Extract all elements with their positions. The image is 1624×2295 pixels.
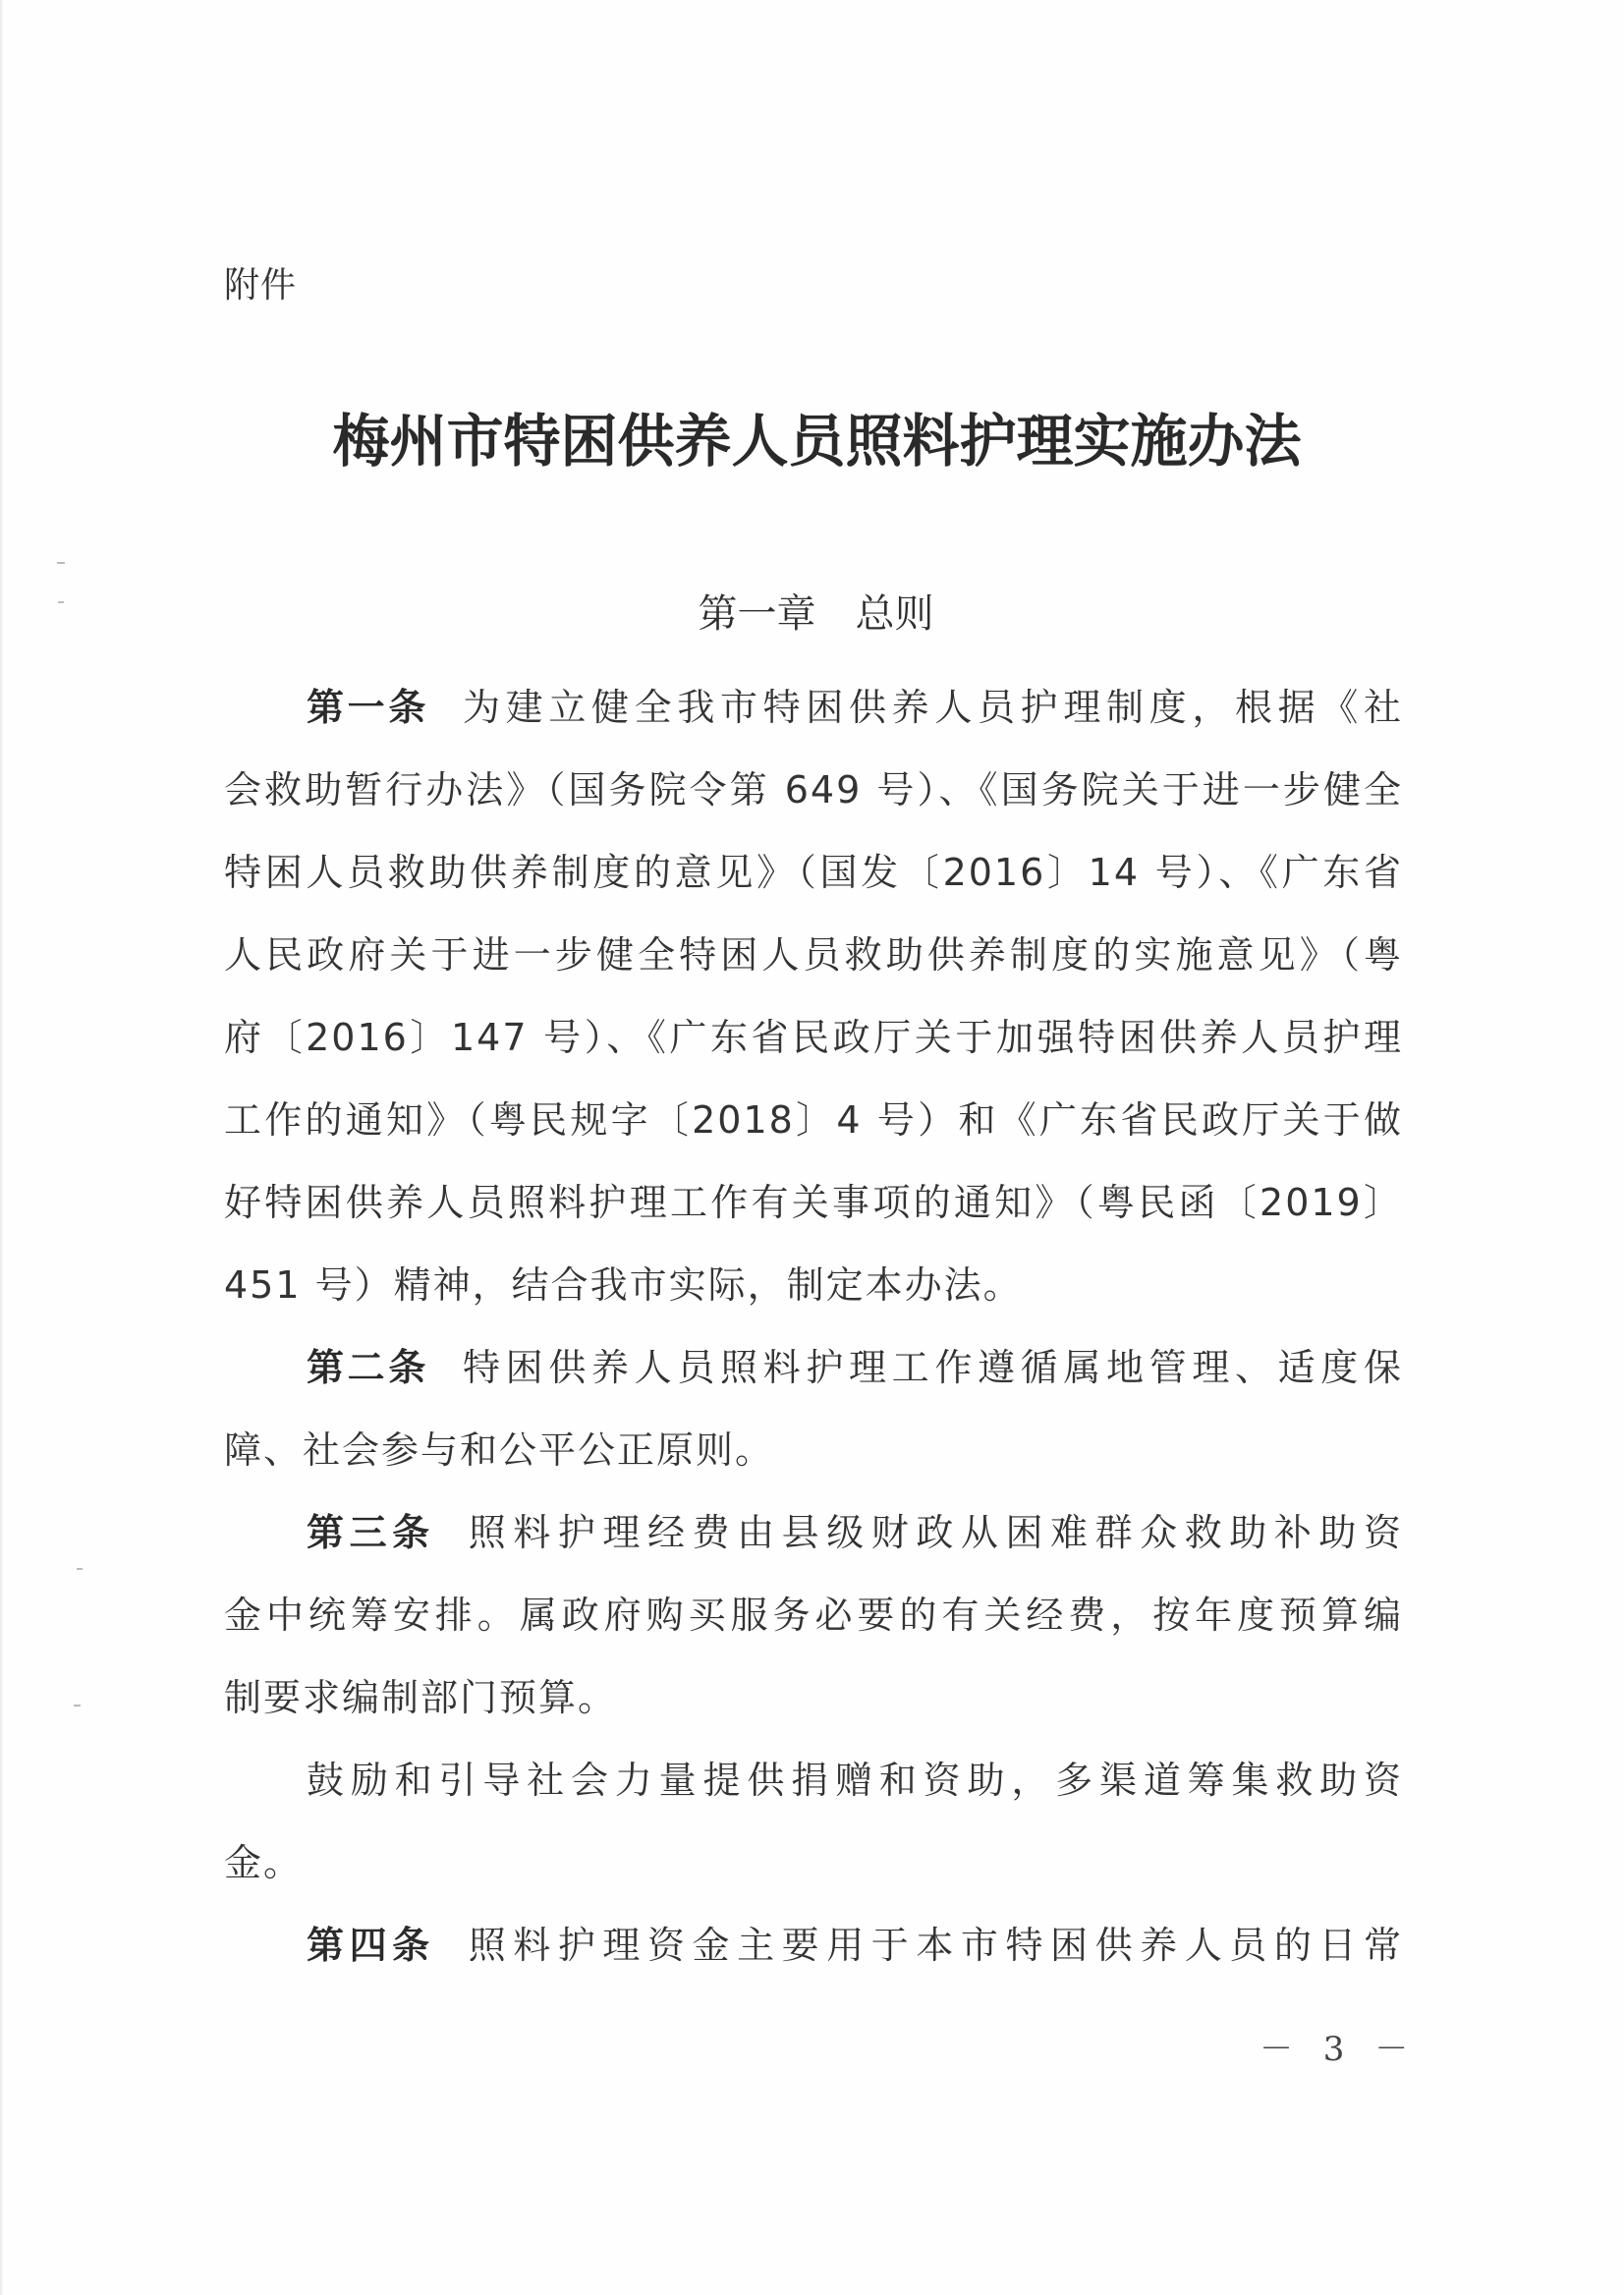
article-line: 人民政府关于进一步健全特困人员救助供养制度的实施意见》（粤 xyxy=(224,933,1403,977)
article-line: 金中统筹安排。属政府购买服务必要的有关经费，按年度预算编 xyxy=(224,1594,1403,1637)
attachment-label: 附件 xyxy=(224,265,298,306)
article-line: 第一条 为建立健全我市特困供养人员护理制度，根据《社 xyxy=(307,686,1403,729)
article-2 xyxy=(224,1326,1403,1491)
article-line: 障、社会参与和公平公正原则。 xyxy=(224,1428,775,1472)
page-number: － 3 － xyxy=(1260,2030,1419,2069)
article-line: 会救助暂行办法》（国务院令第 649 号）、《国务院关于进一步健全 xyxy=(224,768,1403,812)
article-line: 第三条 照料护理经费由县级财政从困难群众救助补助资 xyxy=(307,1511,1403,1554)
article-line: 特困人员救助供养制度的意见》（国发〔2016〕14 号）、《广东省 xyxy=(224,851,1403,894)
article-line: 府〔2016〕147 号）、《广东省民政厅关于加强特困供养人员护理 xyxy=(224,1016,1403,1059)
article-1 xyxy=(224,666,1403,1326)
scan-speck xyxy=(57,562,65,564)
article-label: 第四条 xyxy=(307,1924,435,1967)
article-line: 鼓励和引导社会力量提供捐赠和资助，多渠道筹集救助资 xyxy=(307,1759,1403,1802)
article-3-paragraph-2 xyxy=(224,1739,1403,1904)
document-title: 梅州市特困供养人员照料护理实施办法 xyxy=(332,408,1302,475)
article-line: 第二条 特困供养人员照料护理工作遵循属地管理、适度保 xyxy=(307,1346,1403,1389)
article-label: 第一条 xyxy=(307,686,429,729)
article-line: 工作的通知》（粤民规字〔2018〕4 号）和《广东省民政厅关于做 xyxy=(224,1098,1403,1142)
article-4 xyxy=(224,1904,1403,1987)
article-line: 第四条 照料护理资金主要用于本市特困供养人员的日常 xyxy=(307,1924,1403,1967)
scan-edge xyxy=(0,0,3,2295)
article-label: 第二条 xyxy=(307,1346,429,1389)
document-body xyxy=(224,666,1403,1987)
chapter-heading xyxy=(0,583,1624,639)
scan-speck xyxy=(77,1568,83,1570)
article-line: 451 号）精神，结合我市实际，制定本办法。 xyxy=(224,1263,1023,1307)
chapter-number: 第一章 xyxy=(698,591,816,637)
article-line: 制要求编制部门预算。 xyxy=(224,1676,618,1719)
chapter-name: 总则 xyxy=(855,591,934,637)
article-line: 金。 xyxy=(224,1841,304,1884)
scan-speck xyxy=(74,1705,81,1707)
article-line: 好特困供养人员照料护理工作有关事项的通知》（粤民函〔2019〕 xyxy=(224,1181,1403,1224)
article-label: 第三条 xyxy=(307,1511,435,1554)
article-3 xyxy=(224,1491,1403,1739)
